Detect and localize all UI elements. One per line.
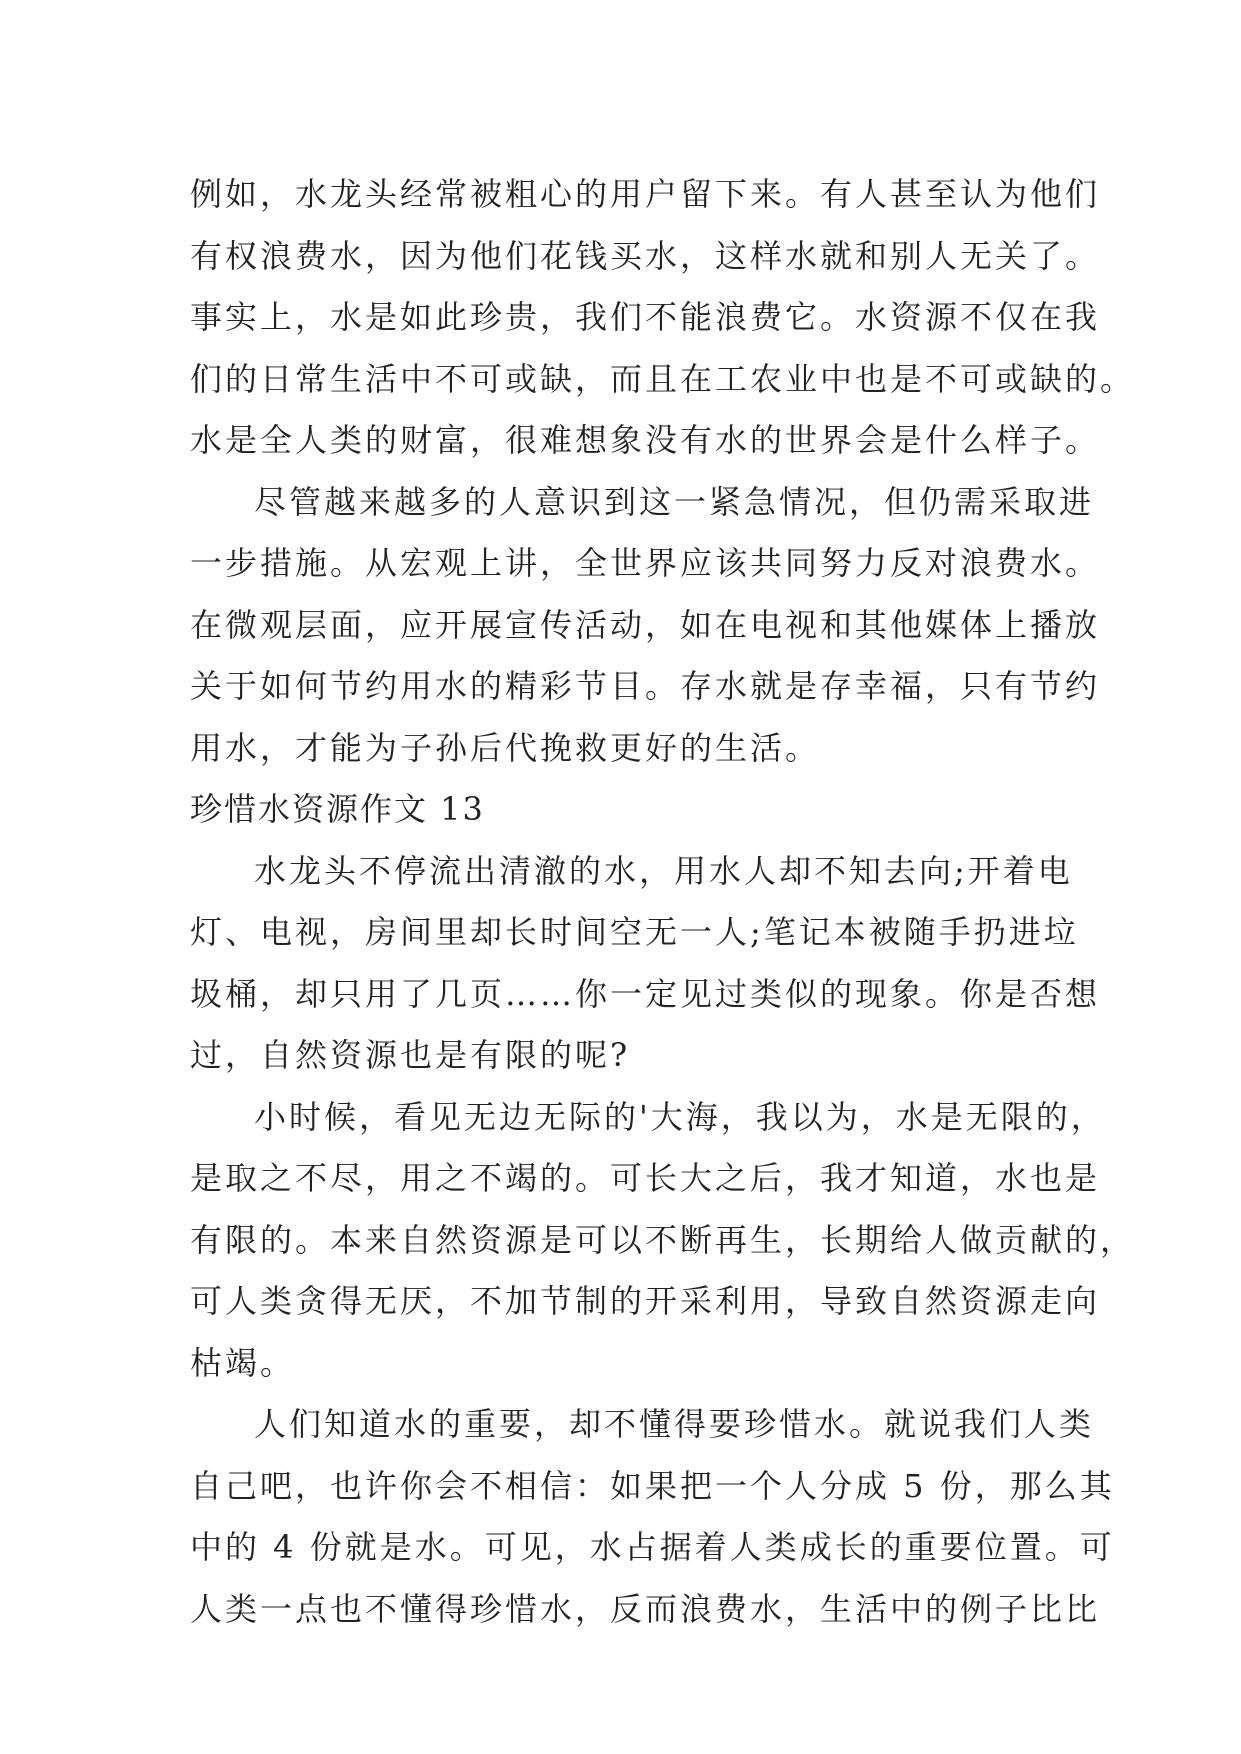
- paragraph-line: 有限的。本来自然资源是可以不断再生，长期给人做贡献的，: [190, 1220, 1136, 1259]
- paragraph-line: 过，自然资源也是有限的呢?: [190, 1036, 631, 1074]
- paragraph-line: 小时候，看见无边无际的'大海，我以为，水是无限的，: [254, 1097, 1106, 1136]
- paragraph-line: 在微观层面，应开展宣传活动，如在电视和其他媒体上播放: [190, 605, 1101, 644]
- paragraph-line: 自己吧，也许你会不相信：如果把一个人分成 5 份，那么其: [190, 1466, 1115, 1505]
- paragraph-line: 有权浪费水，因为他们花钱买水，这样水就和别人无关了。: [190, 236, 1101, 275]
- paragraph-line: 人类一点也不懂得珍惜水，反而浪费水，生活中的例子比比: [190, 1589, 1101, 1628]
- paragraph-line: 可人类贪得无厌，不加节制的开采利用，导致自然资源走向: [190, 1282, 1101, 1320]
- paragraph-line: 关于如何节约用水的精彩节目。存水就是存幸福，只有节约: [190, 667, 1101, 705]
- document-body: [190, 164, 1136, 1640]
- paragraph-line: 圾桶，却只用了几页……你一定见过类似的现象。你是否想: [190, 974, 1101, 1013]
- paragraph-line: 水是全人类的财富，很难想象没有水的世界会是什么样子。: [190, 421, 1101, 459]
- paragraph-line: 一步措施。从宏观上讲，全世界应该共同努力反对浪费水。: [190, 544, 1101, 582]
- section-heading: 珍惜水资源作文 13: [190, 790, 485, 828]
- paragraph-line: 是取之不尽，用之不竭的。可长大之后，我才知道，水也是: [190, 1159, 1101, 1197]
- paragraph-line: 例如，水龙头经常被粗心的用户留下来。有人甚至认为他们: [190, 175, 1101, 213]
- paragraph-line: 灯、电视，房间里却长时间空无一人;笔记本被随手扔进垃: [190, 913, 1079, 951]
- paragraph-line: 人们知道水的重要，却不懂得要珍惜水。就说我们人类: [254, 1405, 1095, 1443]
- paragraph-line: 尽管越来越多的人意识到这一紧急情况，但仍需采取进: [254, 482, 1095, 521]
- paragraph-line: 们的日常生活中不可或缺，而且在工农业中也是不可或缺的。: [190, 359, 1136, 398]
- paragraph-line: 枯竭。: [190, 1343, 296, 1382]
- paragraph-line: 中的 4 份就是水。可见，水占据着人类成长的重要位置。可: [190, 1528, 1115, 1566]
- paragraph-line: 事实上，水是如此珍贵，我们不能浪费它。水资源不仅在我: [190, 298, 1101, 336]
- paragraph-line: 水龙头不停流出清澈的水，用水人却不知去向;开着电: [254, 851, 1073, 890]
- paragraph-line: 用水，才能为子孙后代挽救更好的生活。: [190, 728, 821, 767]
